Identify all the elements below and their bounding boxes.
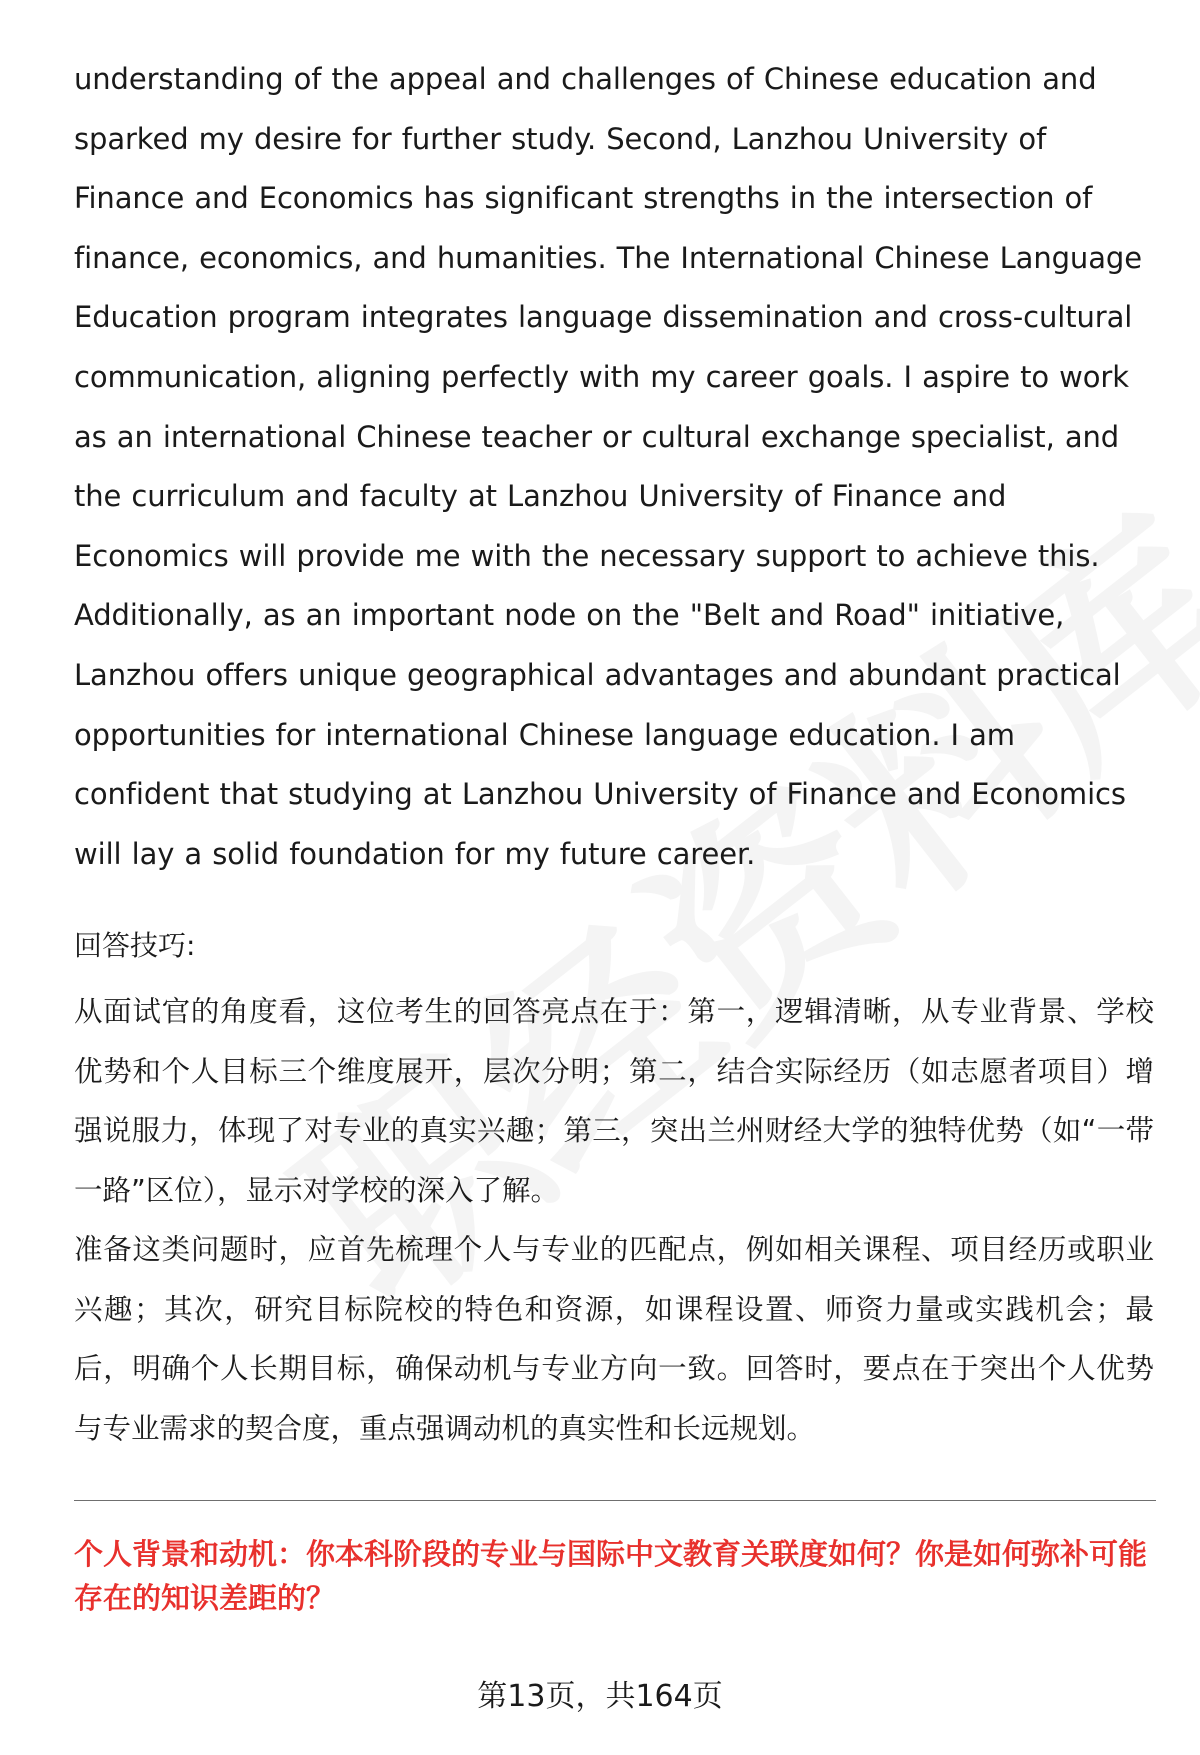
tips-label: 回答技巧: <box>74 929 196 963</box>
answer-paragraph-en: understanding of the appeal and challenges of Chinese education and sparked my desire for further study. Second, Lanzhou University of Finance and Economics has significant strengths in the intersection of finance, economics, and humanities. The International Chinese Language Education program integrates language dissemination and cross-cultural communication, aligning perfectly with my career goals. I aspire to work as an international Chinese teacher or cultural exchange specialist, and the curriculum and faculty at Lanzhou University of Finance and Economics will provide me with the necessary support to achieve this. Additionally, as an important node on the "Belt and Road" initiative, Lanzhou offers unique geographical advantages and abundant practical opportunities for international Chinese language education. I am confident that studying at Lanzhou University of Finance and Economics will lay a solid foundation for my future career. <box>74 62 1142 871</box>
page-number-footer: 第13页，共164页 <box>477 1679 723 1714</box>
tips-paragraph-1: 从面试官的角度看，这位考生的回答亮点在于：第一，逻辑清晰，从专业背景、学校优势和个人目标三个维度展开，层次分明；第二，结合实际经历（如志愿者项目）增强说服力，体现了对专业的真实兴趣；第三，突出兰州财经大学的独特优势（如“一带一路”区位），显示对学校的深入了解。 <box>74 995 1154 1207</box>
answer-tips-section <box>74 926 1154 1458</box>
section-divider <box>74 1500 1156 1501</box>
tips-paragraph-2: 准备这类问题时，应首先梳理个人与专业的匹配点，例如相关课程、项目经历或职业兴趣；其次，研究目标院校的特色和资源，如课程设置、师资力量或实践机会；最后，明确个人长期目标，确保动机与专业方向一致。回答时，要点在于突出个人优势与专业需求的契合度，重点强调动机的真实性和长远规划。 <box>74 1233 1154 1445</box>
next-question-heading: 个人背景和动机：你本科阶段的专业与国际中文教育关联度如何？你是如何弥补可能存在的知识差距的？ <box>74 1537 1148 1615</box>
content-area <box>74 50 1154 1458</box>
